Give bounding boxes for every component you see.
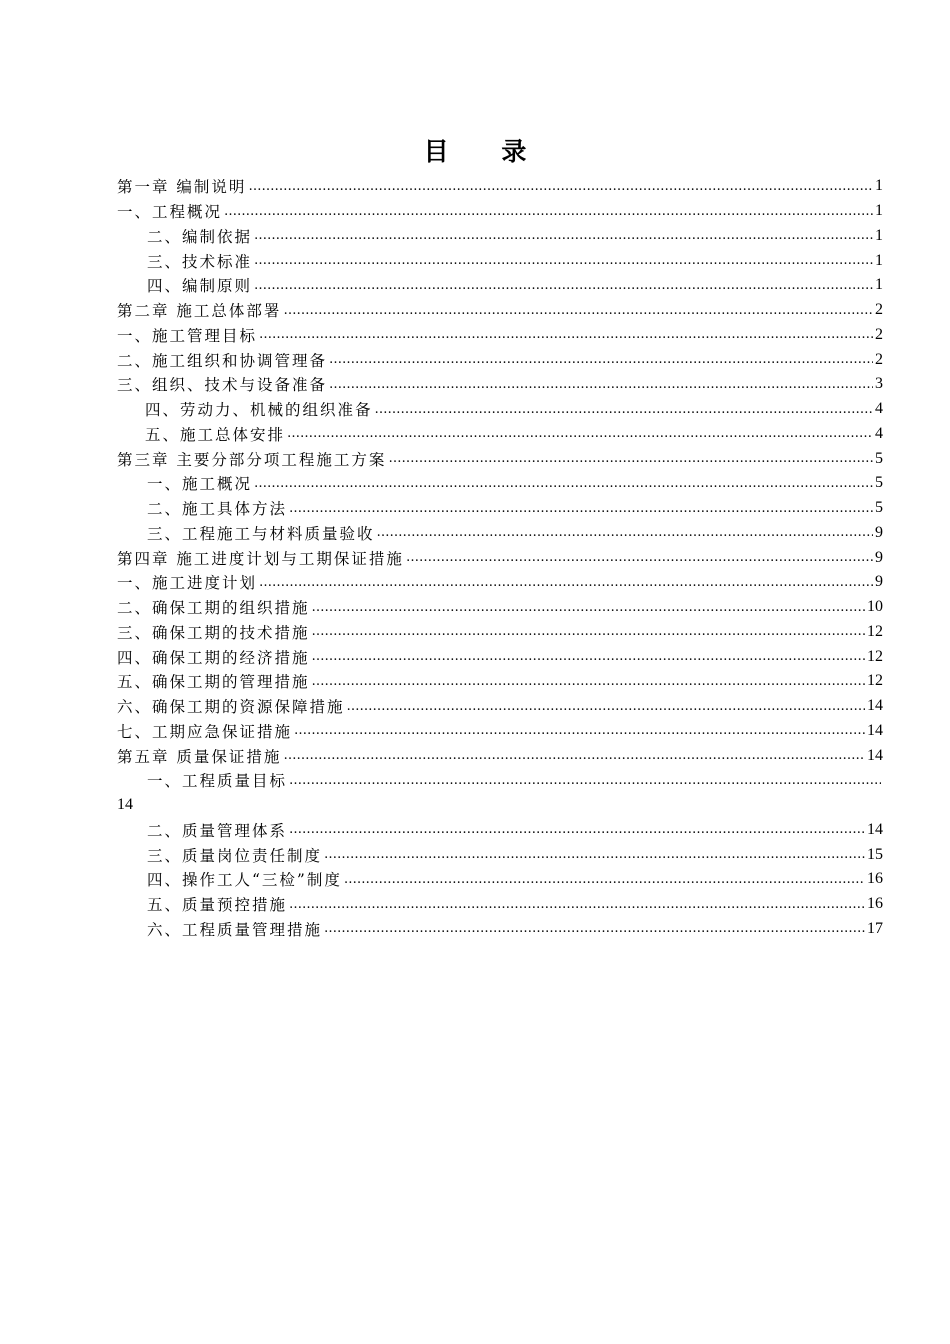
toc-entry-page: 2 <box>875 301 883 319</box>
leader-dots <box>324 847 865 862</box>
toc-entry[interactable] <box>117 719 883 744</box>
toc-entry-page: 16 <box>867 870 883 888</box>
toc-entry-label: 二、确保工期的组织措施 <box>117 599 310 618</box>
leader-dots <box>259 327 873 342</box>
toc-entry-label: 六、确保工期的资源保障措施 <box>117 698 345 717</box>
leader-dots <box>289 773 881 788</box>
toc-entry[interactable] <box>117 917 883 942</box>
toc-entry-label: 第三章 主要分部分项工程施工方案 <box>117 450 387 469</box>
toc-entry[interactable] <box>117 174 883 199</box>
toc-entry[interactable] <box>117 892 883 917</box>
toc-entry[interactable] <box>117 372 883 397</box>
toc-entry[interactable] <box>117 347 883 372</box>
toc-entry-page: 5 <box>875 499 883 517</box>
toc-entry-wrapped-page: 14 <box>117 796 133 814</box>
toc-entry-label: 三、技术标准 <box>147 252 253 271</box>
toc-entry-label: 三、确保工期的技术措施 <box>117 623 310 642</box>
table-of-contents <box>117 174 883 941</box>
toc-entry-label: 一、施工概况 <box>147 475 253 494</box>
toc-entry-label: 一、工程概况 <box>117 203 223 222</box>
toc-entry[interactable] <box>117 298 883 323</box>
leader-dots <box>254 476 873 491</box>
toc-entry[interactable] <box>117 620 883 645</box>
toc-entry-page: 3 <box>875 375 883 393</box>
leader-dots <box>324 921 865 936</box>
leader-dots <box>375 402 873 417</box>
toc-entry-page: 9 <box>875 523 883 541</box>
leader-dots <box>289 822 865 837</box>
toc-entry-page: 1 <box>875 276 883 294</box>
toc-entry-page: 1 <box>875 226 883 244</box>
leader-dots <box>312 600 865 615</box>
toc-entry-page: 16 <box>867 895 883 913</box>
toc-entry-label: 五、质量预控措施 <box>147 896 288 915</box>
leader-dots <box>347 699 865 714</box>
toc-entry[interactable] <box>117 273 883 298</box>
leader-dots <box>294 723 865 738</box>
toc-title: 目 录 <box>423 137 549 166</box>
toc-entry[interactable] <box>117 570 883 595</box>
leader-dots <box>377 525 873 540</box>
toc-entry-page: 12 <box>867 647 883 665</box>
toc-entry-label: 第五章 质量保证措施 <box>117 747 282 766</box>
toc-entry-page: 17 <box>867 919 883 937</box>
toc-entry[interactable] <box>117 644 883 669</box>
toc-entry-page: 15 <box>867 845 883 863</box>
toc-entry-page: 14 <box>867 820 883 838</box>
leader-dots <box>312 649 865 664</box>
toc-entry[interactable] <box>117 199 883 224</box>
leader-dots <box>287 426 873 441</box>
toc-entry-label: 五、施工总体安排 <box>145 425 286 444</box>
toc-entry[interactable] <box>117 743 883 768</box>
toc-entry[interactable] <box>117 768 883 793</box>
leader-dots <box>254 278 873 293</box>
toc-entry-page: 12 <box>867 672 883 690</box>
leader-dots <box>329 352 873 367</box>
toc-entry-label: 二、质量管理体系 <box>147 821 288 840</box>
toc-entry-page: 1 <box>875 251 883 269</box>
toc-entry-label: 五、确保工期的管理措施 <box>117 673 310 692</box>
toc-entry[interactable] <box>117 422 883 447</box>
toc-entry[interactable] <box>117 669 883 694</box>
toc-entry-label: 第二章 施工总体部署 <box>117 302 282 321</box>
toc-entry[interactable] <box>117 248 883 273</box>
leader-dots <box>283 748 865 763</box>
toc-entry[interactable] <box>117 446 883 471</box>
toc-entry-page: 2 <box>875 325 883 343</box>
leader-dots <box>283 303 873 318</box>
toc-entry-label: 第四章 施工进度计划与工期保证措施 <box>117 549 404 568</box>
toc-entry-label: 三、质量岗位责任制度 <box>147 846 323 865</box>
toc-entry-label: 三、组织、技术与设备准备 <box>117 376 328 395</box>
toc-entry-label: 一、施工进度计划 <box>117 574 258 593</box>
toc-entry[interactable] <box>117 224 883 249</box>
toc-entry-page: 9 <box>875 573 883 591</box>
toc-entry-label: 二、施工组织和协调管理备 <box>117 351 328 370</box>
toc-entry-page: 12 <box>867 622 883 640</box>
toc-entry-page: 14 <box>867 697 883 715</box>
leader-dots <box>289 897 865 912</box>
toc-entry-page: 10 <box>867 598 883 616</box>
toc-entry-page: 4 <box>875 400 883 418</box>
leader-dots <box>224 204 873 219</box>
toc-entry[interactable] <box>117 397 883 422</box>
leader-dots <box>254 228 873 243</box>
toc-entry-label: 一、施工管理目标 <box>117 326 258 345</box>
toc-entry[interactable] <box>117 471 883 496</box>
toc-entry-label: 四、操作工人“三检”制度 <box>147 871 342 890</box>
leader-dots <box>248 179 873 194</box>
leader-dots <box>289 501 873 516</box>
toc-entry[interactable] <box>117 818 883 843</box>
toc-entry-page: 1 <box>875 177 883 195</box>
toc-entry-page: 2 <box>875 350 883 368</box>
toc-entry[interactable] <box>117 496 883 521</box>
toc-entry-label: 四、确保工期的经济措施 <box>117 648 310 667</box>
leader-dots <box>259 575 873 590</box>
toc-entry-page: 5 <box>875 449 883 467</box>
toc-entry[interactable] <box>117 545 883 570</box>
toc-entry-label: 四、编制原则 <box>147 277 253 296</box>
toc-entry-label: 四、劳动力、机械的组织准备 <box>145 401 373 420</box>
toc-entry-page: 4 <box>875 424 883 442</box>
toc-entry-label: 六、工程质量管理措施 <box>147 920 323 939</box>
leader-dots <box>312 624 865 639</box>
toc-entry[interactable] <box>117 694 883 719</box>
toc-entry[interactable] <box>117 595 883 620</box>
toc-entry-label: 七、工期应急保证措施 <box>117 722 293 741</box>
toc-entry-page: 9 <box>875 548 883 566</box>
toc-entry-label: 二、编制依据 <box>147 227 253 246</box>
toc-entry-page: 5 <box>875 474 883 492</box>
leader-dots <box>388 451 873 466</box>
leader-dots <box>406 550 873 565</box>
toc-entry[interactable] <box>117 867 883 892</box>
toc-entry[interactable] <box>117 323 883 348</box>
leader-dots <box>344 872 865 887</box>
toc-entry-label: 二、施工具体方法 <box>147 500 288 519</box>
toc-entry[interactable] <box>117 521 883 546</box>
leader-dots <box>312 674 865 689</box>
leader-dots <box>329 377 873 392</box>
toc-entry-label: 三、工程施工与材料质量验收 <box>147 524 375 543</box>
toc-entry-label: 第一章 编制说明 <box>117 178 247 197</box>
toc-entry[interactable] <box>117 842 883 867</box>
toc-entry-page: 14 <box>867 746 883 764</box>
toc-entry-page: 14 <box>867 721 883 739</box>
toc-entry-label: 一、工程质量目标 <box>147 772 288 791</box>
leader-dots <box>254 253 873 268</box>
toc-entry-page: 1 <box>875 202 883 220</box>
